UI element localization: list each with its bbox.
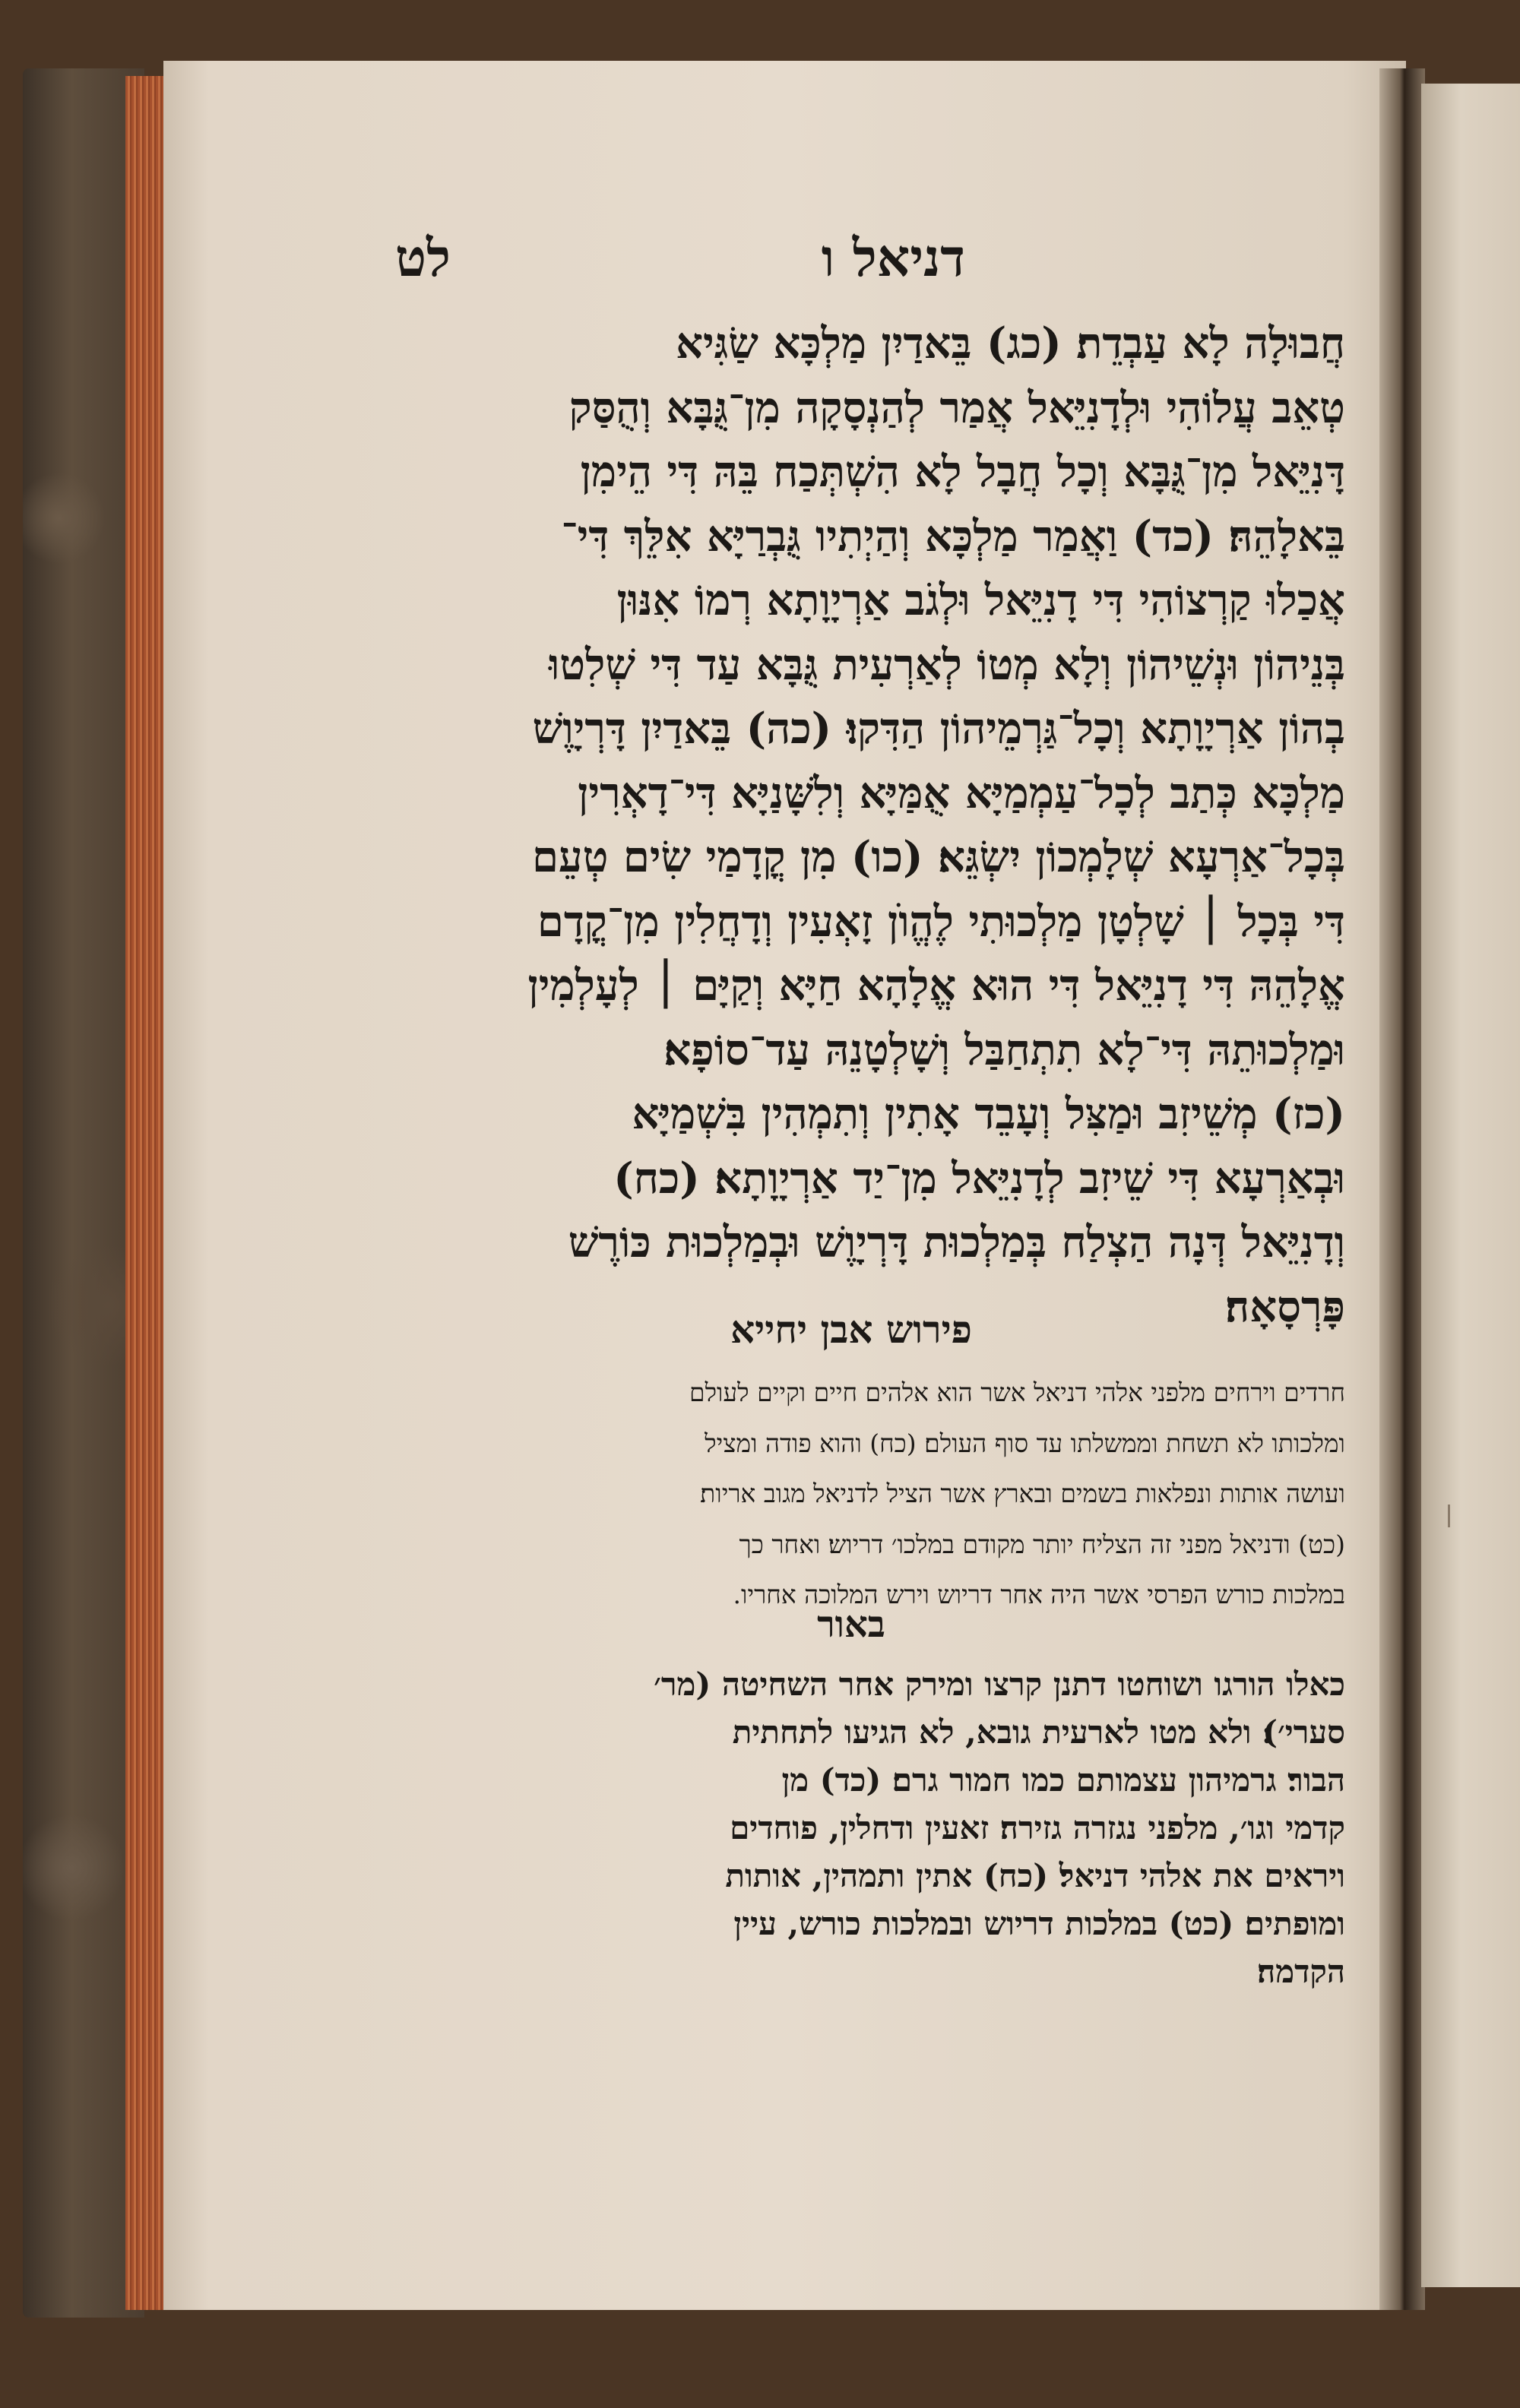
commentary-line: ומלכותו לא תשחת וממשלתו עד סוף העולם׃ (כח) והוא פודה ומציל: [705, 1428, 1345, 1458]
text-line: וּמַלְכוּתֵהּ דִּי־לָא תִתְחַבַּל וְשָׁלְטָנֵהּ עַד־סוֹפָא׃: [663, 1024, 1345, 1075]
text-line: מַלְכָּא כְּתַב לְכָל־עַמְמַיָּא אֻמַּיָּא וְלִשָּׁנַיָּא דִּי־דָאְרִין: [578, 767, 1345, 818]
running-header: [395, 220, 965, 296]
commentary-block: [388, 1368, 1345, 1621]
biur-line: קדמי וגו׳, מלפני נגזרה גזירה׃ זאעין ודחלין, פוחדים: [730, 1809, 1345, 1846]
text-line: בְּנֵיהוֹן וּנְשֵׁיהוֹן וְלָא מְטוֹ לְאַרְעִית גֻּבָּא עַד דִּי שְׁלִטוּ: [548, 639, 1345, 690]
commentary-line: (כט) ודניאל מפני זה הצליח יותר מקודם במלכו׳ דריוש׃ ואחר כך: [739, 1529, 1345, 1559]
text-line: דִּי בְּכָל ׀ שָׁלְטָן מַלְכוּתִי לֶהֱוֺן זָאְעִין וְדָחֲלִין מִן־קֳדָם: [537, 896, 1345, 947]
text-line: בְּכָל־אַרְעָא שְׁלָמְכוֹן יִשְׂגֵּא׃ (כו) מִן קֳדָמַי שִׂים טְעֵם: [531, 832, 1345, 882]
biur-line: ויראים את אלהי דניאל׃ (כח) אתין ותמהין, אותות: [725, 1857, 1345, 1894]
header-title: דניאל ו: [821, 228, 965, 289]
biur-line: הקדמה׃: [1257, 1953, 1345, 1990]
text-line: אֱלָהֵהּ דִּי דָנִיֵּאל דִּי הוּא אֱלָהָא חַיָּא וְקַיָּם ׀ לְעָלְמִין: [527, 960, 1345, 1011]
text-line: וּבְאַרְעָא דִּי שֵׁיזִב לְדָנִיֵּאל מִן־יַד אַרְיָוָתָא׃ (כח): [613, 1153, 1345, 1204]
commentary-title: פירוש אבן יחייא: [730, 1307, 972, 1352]
biur-title: באור: [817, 1603, 885, 1646]
book-gutter: [1379, 68, 1425, 2310]
text-line: פָּרְסָאָה׃: [1225, 1281, 1345, 1332]
biur-line: ומופתים׃ (כט) במלכות דריוש ובמלכות כורש, עיין: [733, 1905, 1345, 1942]
commentary-line: חרדים וירחים מלפני אלהי דניאל אשר הוא אלהים חיים וקיים לעולם: [689, 1378, 1345, 1407]
facing-page-edge: [1421, 84, 1520, 2287]
biur-block: [380, 1660, 1345, 1995]
main-text-block: [410, 312, 1345, 1339]
text-line: טְאֵב עֲלוֹהִי וּלְדָנִיֵּאל אֲמַר לְהַנְסָקָה מִן־גֻּבָּא וְהֻסַּק: [568, 382, 1345, 433]
text-line: (כז) מְשֵׁיזִב וּמַצִּל וְעָבֵד אָתִין וְתִמְהִין בִּשְׁמַיָּא: [632, 1089, 1345, 1139]
commentary-line: במלכות כורש הפרסי אשר היה אחר דריוש וירש המלוכה אחריו.: [733, 1580, 1345, 1609]
text-line: דָּנִיֵּאל מִן־גֻּבָּא וְכָל חֲבָל לָא הִשְׁתְּכַח בֵּהּ דִּי הֵימִן: [580, 447, 1345, 497]
text-line: וְדָנִיֵּאל דְּנָה הַצְלַח בְּמַלְכוּת דָּרְיָוֶשׁ וּבְמַלְכוּת כּוֹרֶשׁ: [568, 1217, 1345, 1267]
text-line: חֲבוּלָה לָא עַבְדֵת׃ (כג) בֵּאדַיִן מַלְכָּא שַׂגִּיא: [676, 318, 1345, 369]
commentary-line: ועושה אותות ונפלאות בשמים ובארץ אשר הציל לדניאל מגוב אריות׃: [700, 1479, 1345, 1508]
page-number: לט: [395, 228, 451, 289]
biur-line: סערי׳)׃ ולא מטו לארעית גובא, לא הגיעו לתחתית: [732, 1713, 1345, 1751]
margin-mark: [1448, 1505, 1450, 1527]
biur-line: כאלו הורגו ושוחטו דתנן קרצו ומירק אחר השחיטה (מר׳: [654, 1666, 1345, 1703]
text-line: אֲכַלוּ קַרְצוֹהִי דִּי דָנִיֵּאל וּלְגֹב אַרְיָוָתָא רְמוֹ אִנּוּן: [616, 575, 1345, 625]
text-line: בְהוֹן אַרְיָוָתָא וְכָל־גַּרְמֵיהוֹן הַדִּקוּ׃ (כה) בֵּאדַיִן דָּרְיָוֶשׁ: [532, 704, 1345, 754]
text-line: בֵּאלָהֵהּ׃ (כד) וַאֲמַר מַלְכָּא וְהַיְתִיו גֻּבְרַיָּא אִלֵּךְ דִּי־: [561, 511, 1345, 562]
biur-line: הבור׃ גרמיהון עצמותם כמו חמור גרם׃ (כד) מן: [781, 1761, 1345, 1799]
